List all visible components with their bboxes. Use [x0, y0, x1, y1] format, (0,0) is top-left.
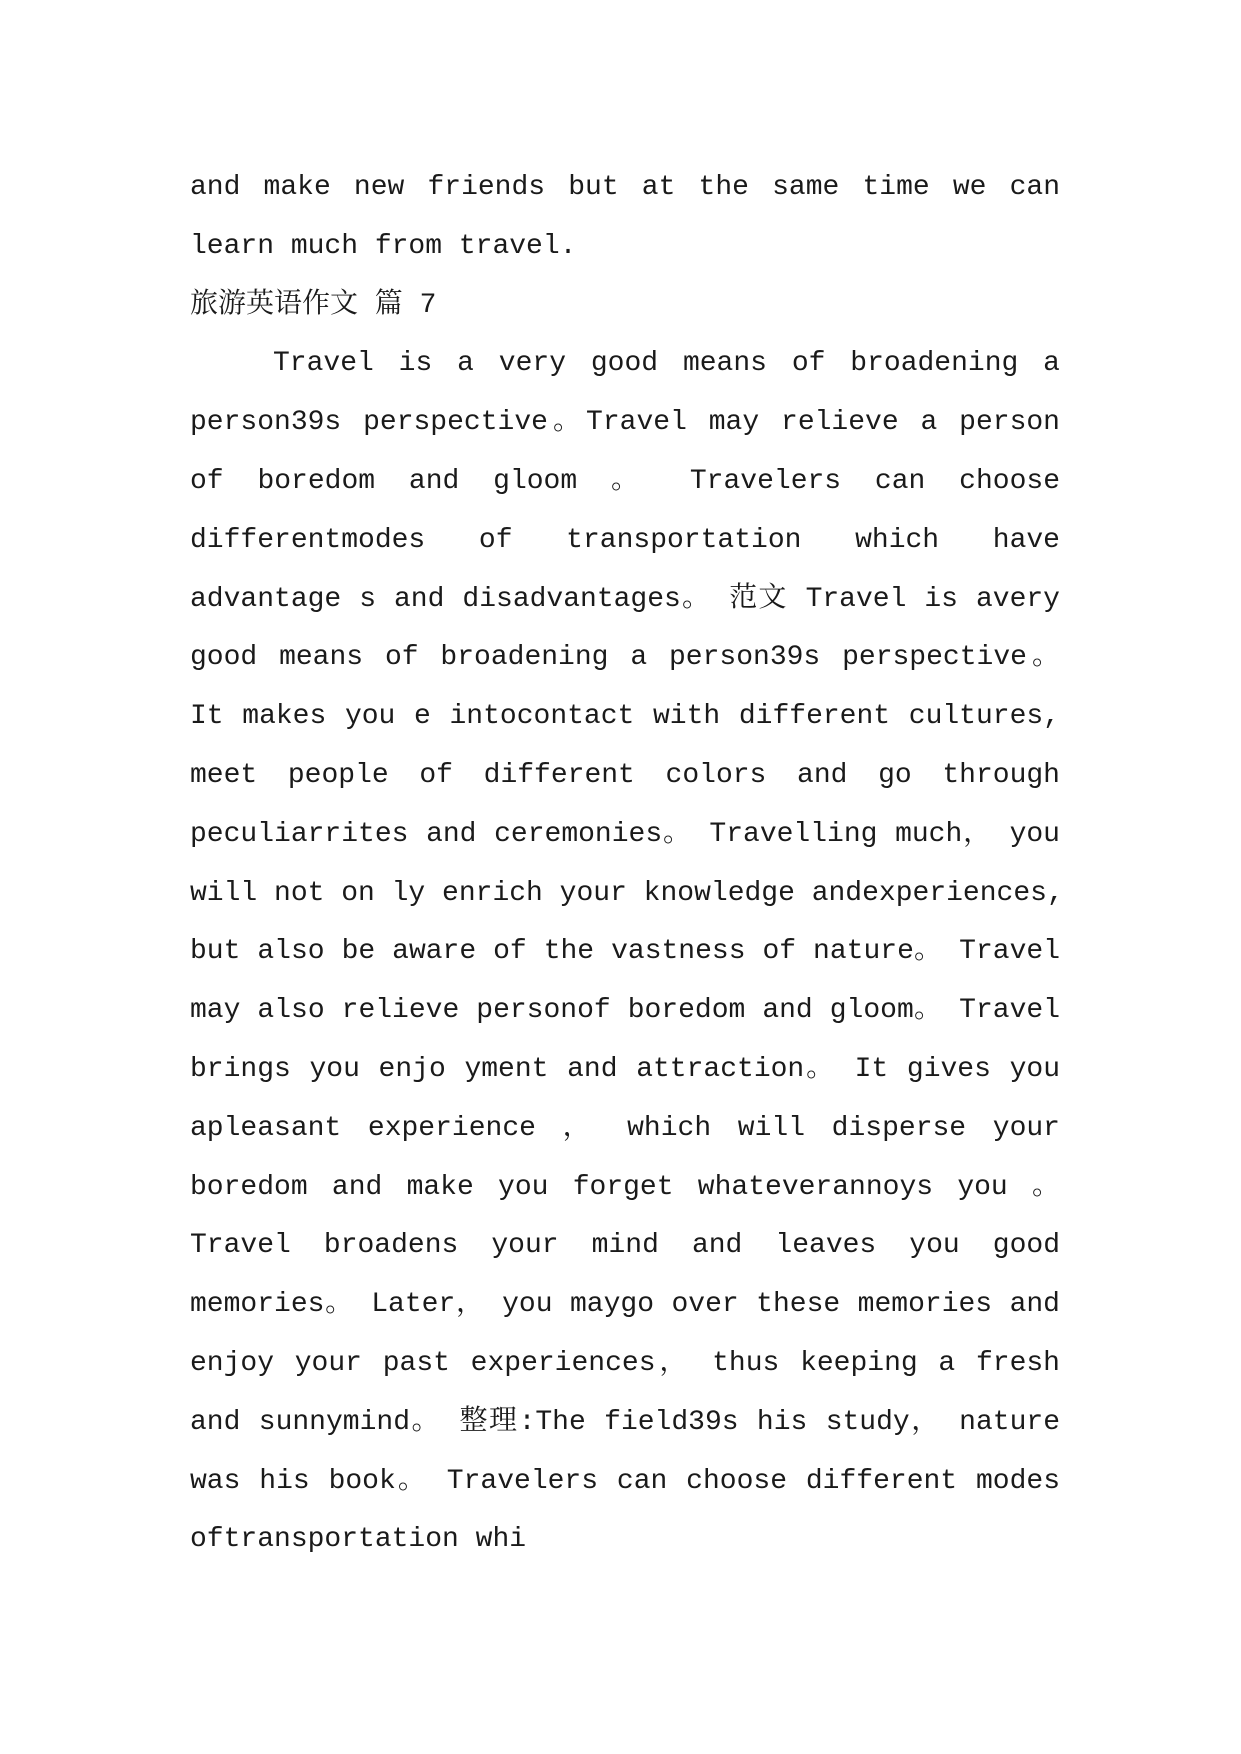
text-line: good means of broadening a person39s perspective。	[190, 642, 1060, 674]
text-line: and make new friends but at the same time we can	[190, 172, 1060, 203]
text-line: may also relieve personof boredom and gloom。 Travel	[190, 995, 1060, 1027]
text-line: peculiarrites and ceremonies。 Travelling much， you	[190, 818, 1060, 850]
section-heading: 旅游英语作文 篇 7	[190, 289, 437, 321]
text-line: brings you enjo yment and attraction。 It gives you	[190, 1053, 1060, 1085]
text-line: but also be aware of the vastness of nature。 Travel	[190, 936, 1060, 968]
document-page	[190, 159, 1064, 1570]
text-line: Travel is a very good means of broadening a	[273, 348, 1060, 380]
text-line: was his book。 Travelers can choose different modes	[190, 1465, 1060, 1497]
text-line: differentmodes of transportation which have	[190, 524, 1060, 556]
text-line: It makes you e intocontact with different cultures,	[190, 701, 1060, 733]
text-line: of boredom and gloom 。 Travelers can choose	[190, 465, 1060, 497]
text-line: advantage s and disadvantages。 范文 Travel is avery	[190, 583, 1060, 615]
text-line: and sunnymind。 整理:The field39s his study， nature	[190, 1406, 1060, 1438]
essay-paragraph	[190, 335, 1064, 1570]
text-line: will not on ly enrich your knowledge andexperiences,	[190, 877, 1064, 909]
text-line: oftransportation whi	[190, 1524, 527, 1556]
text-line: meet people of different colors and go through	[190, 759, 1060, 791]
text-line: Travel broadens your mind and leaves you good	[190, 1230, 1060, 1262]
text-line: memories。 Later， you maygo over these memories and	[190, 1289, 1060, 1321]
text-line: learn much from travel.	[190, 230, 577, 262]
text-line: enjoy your past experiences， thus keeping a fresh	[190, 1347, 1060, 1379]
text-line: boredom and make you forget whateverannoys you 。	[190, 1171, 1060, 1203]
text-line: apleasant experience ， which will disperse your	[190, 1112, 1060, 1144]
text-line: person39s perspective。Travel may relieve a person	[190, 407, 1060, 439]
